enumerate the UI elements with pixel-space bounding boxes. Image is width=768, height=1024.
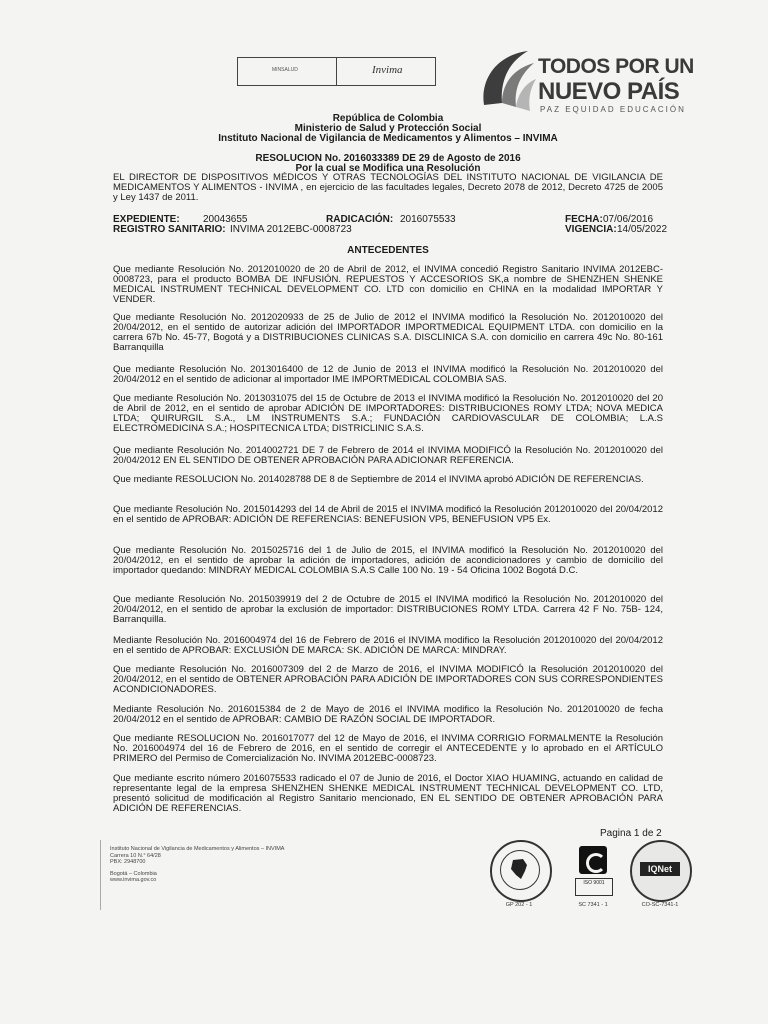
country-line: República de Colombia	[332, 113, 444, 124]
paragraph: Mediante Resolución No. 2016004974 del 16 de Febrero de 2016 el INVIMA modifico la Resolución 2012010020 del 20/04/2012 en el sentido de APROBAR: EXCLUSIÓN DE MARCA: SK. ADICIÓN DE MARCA: MINDRAY.	[113, 635, 663, 656]
entity-logo-box	[237, 57, 436, 86]
paragraph: Que mediante Resolución No. 2014002721 DE 7 de Febrero de 2014 el INVIMA MODIFICÓ la Resolución No. 2012010020 del 20/04/2012 EN EL SENTIDO DE OBTENER APROBACIÓN PARA ADICIONAR REFERENCIA.	[113, 445, 663, 466]
brand-line-1: TODOS POR UN	[538, 55, 694, 78]
footer-website: www.invima.gov.co	[110, 877, 157, 884]
paragraph: Que mediante escrito número 2016075533 radicado el 07 de Junio de 2016, el Doctor XIAO HUAMING, actuando en calidad de representante legal de la empresa SHENZHEN SHENKE MEDICAL INSTRUMENT TECHNICAL DEVELOPMENT CO. LTD, presentó solicitud de modificación al Registro Sanitario mencionado, EN EL SENTIDO DE OBTENER APROBACIÓN PARA ADICIÓN DE REFERENCIAS.	[113, 773, 663, 814]
certification-seal-gp	[486, 840, 558, 910]
ministry-line: Ministerio de Salud y Protección Social	[294, 123, 482, 134]
government-brand-logo	[476, 45, 696, 115]
footer-institute: Instituto Nacional de Vigilancia de Medicamentos y Alimentos – INVIMA	[110, 846, 285, 852]
paragraph: Que mediante Resolución No. 2015039919 del 2 de Octubre de 2015 el INVIMA modificó la Resolución No. 2012010020 del 20/04/2012, en el sentido de aprobar la exclusión de importador: DISTRIBUCIONES ROMY LTDA. Carrera 42 F No. 75B- 124, Barranquilla.	[113, 594, 663, 625]
paragraph: Que mediante Resolución No. 2012020933 de 25 de Julio de 2012 el INVIMA modificó la Resolución No. 2012010020 del 20/04/2012, en el sentido de autorizar adición del IMPORTADOR IMPORTMEDICAL EQUIPMENT LTDA. con domicilio en la carrera 67b No. 45-77, Bogotá y a DISTRIBUCIONES CLINICAS S.A. DISCLINICA S.A. con domicilio en carrera 49c No. 80-161 Barranquilla	[113, 312, 663, 353]
paragraph: Que mediante Resolución No. 2015014293 del 14 de Abril de 2015 el INVIMA modificó la Resolución 2012010020 del 20/04/2012 en el sentido de APROBAR: ADICIÓN DE REFERENCIAS: BENEFUSION VP5, BENEFUSION VP5 Ex.	[113, 504, 663, 525]
paragraph: Que mediante Resolución No. 2013031075 del 15 de Octubre de 2013 el INVIMA modificó la Resolución No. 2012010020 del 20 de Abril de 2012, en el sentido de aprobar ADICIÓN DE IMPORTADORES: DISTRIBUCIONES ROMY LTDA; NOVA MEDICA LTDA; QUIRURGIL S.A., LM INSTRUMENTS S.A.; FUNDACIÓN CARDIOVASCULAR DE COLOMBIA; L.A.S ELECTROMEDICINA S.A.; HOSPITECNICA LTDA; DISTRICLINIC S.A.S.	[113, 393, 663, 434]
expediente-label: EXPEDIENTE:	[113, 214, 180, 225]
footer-city: Bogotá – Colombia	[110, 870, 157, 877]
expediente-value: 20043655	[203, 214, 248, 225]
fecha-value: 07/06/2016	[603, 214, 654, 225]
intro-paragraph: EL DIRECTOR DE DISPOSITIVOS MÉDICOS Y OTRAS TECNOLOGÍAS DEL INSTITUTO NACIONAL DE VIGILANCIA DE MEDICAMENTOS Y ALIMENTOS - INVIMA , en ejercicio de las facultades legales, Decreto 2078 de 2012, Decreto 4725 de 2005 y Ley 1437 de 2011.	[113, 172, 663, 203]
radicacion-label: RADICACIÓN:	[326, 214, 394, 225]
vigencia-value: 14/05/2022	[617, 224, 668, 235]
paragraph: Que mediante Resolución No. 2016007309 del 2 de Marzo de 2016, el INVIMA MODIFICÓ la Resolución 2012010020 del 20/04/2012, en el sentido de OBTENER APROBACIÓN PARA ADICIÓN DE IMPORTADORES CON SUS CORRESPONDIENTES ACONDICIONADORES.	[113, 664, 663, 695]
vigencia-label: VIGENCIA:	[565, 224, 617, 235]
paragraph: Que mediante Resolución No. 2013016400 de 12 de Junio de 2013 el INVIMA modificó la Resolución No. 2012010020 del 20/04/2012 en el sentido de adicionar al importador IME IMPORTMEDICAL COLOMBIA SAS.	[113, 364, 663, 385]
paragraph: Que mediante RESOLUCION No. 2014028788 DE 8 de Septiembre de 2014 el INVIMA aprobó ADICIÓN DE REFERENCIAS.	[113, 474, 644, 485]
section-heading: ANTECEDENTES	[347, 245, 429, 256]
fecha-label: FECHA:	[565, 214, 603, 225]
certification-seal-iso: ISO 9001 SC 7341 - 1	[565, 840, 625, 910]
brand-tagline: PAZ EQUIDAD EDUCACIÓN	[540, 105, 686, 114]
footer-address	[110, 846, 284, 884]
footer-divider	[100, 840, 101, 910]
paragraph: Que mediante Resolución No. 2015025716 del 1 de Julio de 2015, el INVIMA modificó la Resolución No. 2012010020 del 20/04/2012, en el sentido de aprobar la adición de importadores, adición de acondicionadores y cambio de domicilio del importador quedando: MINDRAY MEDICAL COLOMBIA S.A.S Calle 100 No. 19 - 54 Oficina 1002 Bogotá D.C.	[113, 545, 663, 576]
footer-phone: PBX: 2948700	[110, 859, 146, 866]
resolution-subtitle: Por la cual se Modifica una Resolución	[295, 163, 481, 174]
paragraph: Mediante Resolución No. 2016015384 de 2 de Mayo de 2016 el INVIMA modifico la Resolución No. 2012010020 de fecha 20/04/2012 en el sentido de APROBAR: CAMBIO DE RAZÓN SOCIAL DE IMPORTADOR.	[113, 704, 663, 725]
certification-seal-iqnet: IQNet CO-SC-7341-1	[628, 840, 698, 910]
paragraph: Que mediante RESOLUCION No. 2016017077 del 12 de Mayo de 2016, el INVIMA CORRIGIO FORMALMENTE la Resolución No. 2016004974 del 16 de Febrero de 2016, en el sentido de corregir el ANTECEDENTE y lo aprobado en el ARTÍCULO PRIMERO del Permiso de Comercialización No. INVIMA 2012EBC-0008723.	[113, 733, 663, 764]
brand-line-2: NUEVO PAÍS	[538, 78, 680, 105]
cert-label: SC 7341 - 1	[578, 902, 608, 908]
brand-swoosh-icon	[476, 45, 538, 115]
registro-label: REGISTRO SANITARIO:	[113, 224, 226, 235]
resolution-number: RESOLUCION No. 2016033389 DE 29 de Agosto de 2016	[255, 153, 521, 164]
footer-street: Carrera 10 N.° 64/28	[110, 852, 161, 859]
logo-divider	[336, 58, 337, 85]
institute-line: Instituto Nacional de Vigilancia de Medicamentos y Alimentos – INVIMA	[218, 133, 558, 144]
paragraph: Que mediante Resolución No. 2012010020 de 20 de Abril de 2012, el INVIMA concedió Registro Sanitario INVIMA 2012EBC-0008723, para el producto BOMBA DE INFUSIÓN. REPUESTOS Y ACCESORIOS SK,a nombre de SHENZHEN SHENKE MEDICAL INSTRUMENT TECHNICAL DEVELOPMENT CO. LTD con domicilio en CHINA en la modalidad IMPORTAR Y VENDER.	[113, 264, 663, 305]
registro-value: INVIMA 2012EBC-0008723	[230, 224, 352, 235]
page-number: Pagina 1 de 2	[600, 828, 662, 839]
radicacion-value: 2016075533	[400, 214, 456, 225]
meta-row-2	[113, 224, 668, 235]
minsalud-logo-text: MINSALUD	[272, 67, 298, 73]
cert-label: CO-SC-7341-1	[641, 902, 679, 908]
cert-label: GP 202 - 1	[505, 902, 533, 908]
invima-logo-text: Invima	[372, 64, 403, 76]
colombia-map-icon	[507, 857, 531, 881]
